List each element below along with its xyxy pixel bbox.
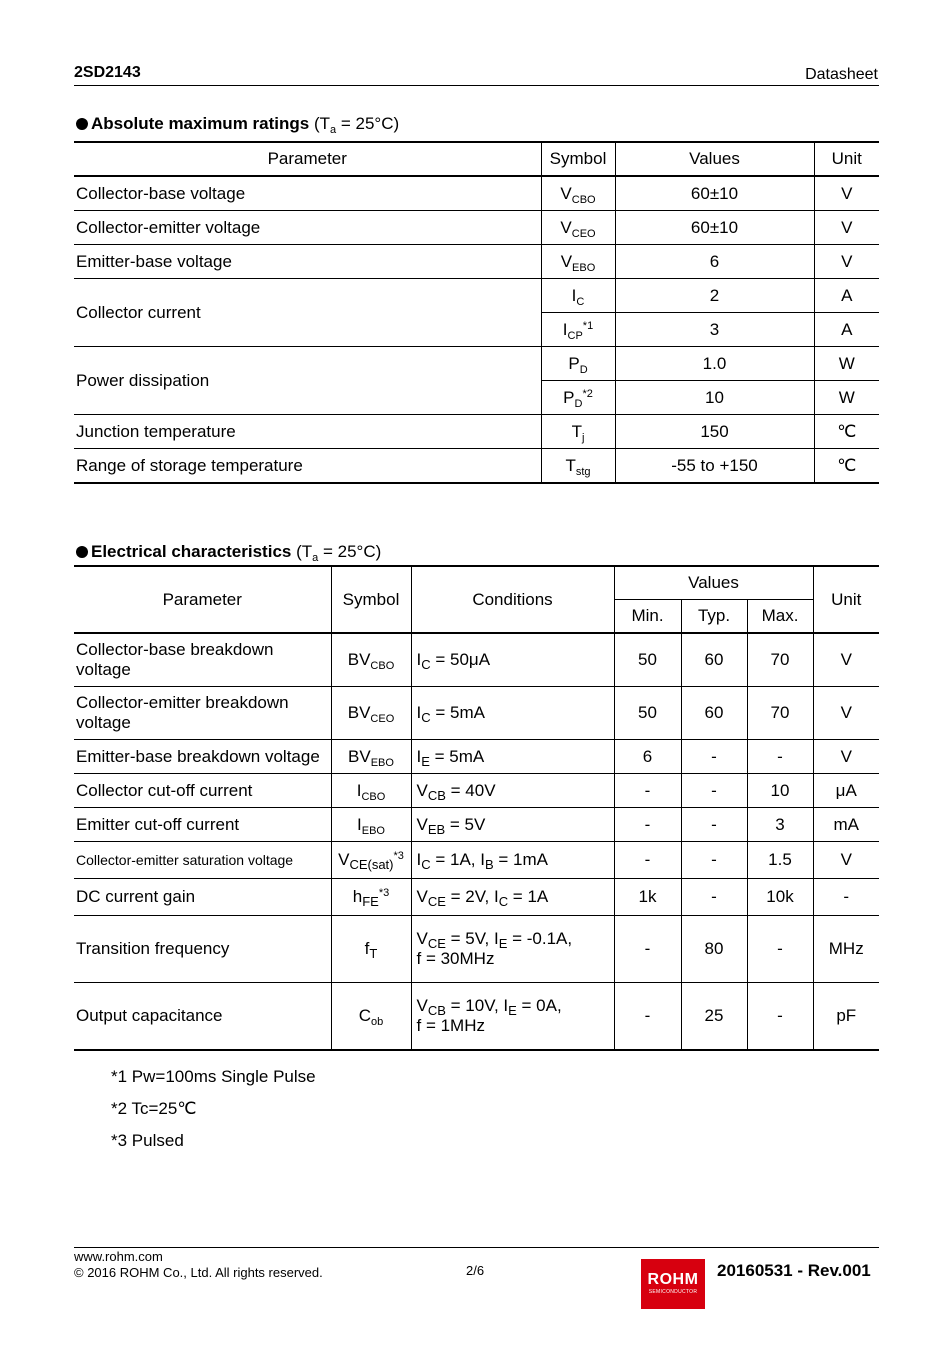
table-row: Collector cut-off current $I_{CBO}$ $V_{CB} = 40V$ - - 10 μA bbox=[74, 774, 879, 808]
table-row: Collector-base voltage $V_{CBO}$ 60±10 V bbox=[74, 176, 879, 211]
document-type: Datasheet bbox=[805, 66, 878, 83]
header-divider bbox=[74, 85, 879, 86]
table-row: Collector current $I_C$ 2 A bbox=[74, 279, 879, 313]
table-row: $I_{CP}^{*1}$ 3 A bbox=[74, 313, 879, 347]
table-row: Emitter cut-off current $I_{EBO}$ $V_{EB} = 5V$ - - 3 mA bbox=[74, 808, 879, 842]
table-row: Collector-emitter saturation voltage $V_{CE(sat)}^{*3}$ $I_C = 1A$, $I_B = 1mA$ - - 1.5 V bbox=[74, 842, 879, 879]
absolute-maximum-ratings-table bbox=[74, 141, 879, 484]
footnote-3: *3 Pulsed bbox=[111, 1131, 184, 1150]
table-row: Transition frequency $f_T$ $V_{CE} = 5V$, $I_E = -0.1A$, f = 30MHz - 80 - MHz bbox=[74, 916, 879, 983]
electrical-characteristics-table bbox=[74, 565, 879, 1051]
bullet-icon bbox=[76, 118, 88, 130]
table-row: $P_D^{*2}$ 10 W bbox=[74, 381, 879, 415]
table-header-row: Parameter Symbol Values Unit bbox=[74, 142, 879, 176]
table-subheader-row: Min. Typ. Max. bbox=[74, 600, 879, 634]
table-row: Range of storage temperature $T_{stg}$ -55 to +150 ℃ bbox=[74, 449, 879, 484]
footnote-1: *1 Pw=100ms Single Pulse bbox=[111, 1067, 316, 1086]
bullet-icon bbox=[76, 546, 88, 558]
amr-section-title: Absolute maximum ratings $(T_a = 25^\circ C)$ bbox=[76, 114, 399, 134]
table-header-row: Parameter Symbol Conditions Values Unit bbox=[74, 566, 879, 600]
part-number: 2SD2143 bbox=[74, 64, 141, 81]
table-row: Collector-emitter breakdown voltage $BV_{CEO}$ $I_C = 5mA$ 50 60 70 V bbox=[74, 687, 879, 740]
table-row: Junction temperature $T_j$ 150 ℃ bbox=[74, 415, 879, 449]
footnote-2: *2 Tc=25℃ bbox=[111, 1099, 197, 1118]
table-row: Power dissipation $P_D$ 1.0 W bbox=[74, 347, 879, 381]
revision: 20160531 - Rev.001 bbox=[717, 1261, 871, 1280]
table-row: Collector-emitter voltage $V_{CEO}$ 60±10 V bbox=[74, 211, 879, 245]
rohm-logo: ROHM SEMICONDUCTOR bbox=[641, 1259, 705, 1309]
table-row: DC current gain $h_{FE}^{*3}$ $V_{CE} = 2V$, $I_C = 1A$ 1k - 10k - bbox=[74, 879, 879, 916]
page-number: 2/6 bbox=[466, 1263, 485, 1278]
footer-copyright: © 2016 ROHM Co., Ltd. All rights reserved. bbox=[74, 1265, 323, 1280]
table-row: Emitter-base breakdown voltage $BV_{EBO}$ $I_E = 5mA$ 6 - - V bbox=[74, 740, 879, 774]
footer-url: www.rohm.com bbox=[74, 1249, 163, 1264]
footer-divider bbox=[74, 1247, 879, 1248]
ec-section-title: Electrical characteristics $(T_a = 25^\circ C)$ bbox=[76, 542, 381, 562]
table-row: Collector-base breakdown voltage $BV_{CBO}$ $I_C = 50\mu A$ 50 60 70 V bbox=[74, 633, 879, 687]
table-row: Emitter-base voltage $V_{EBO}$ 6 V bbox=[74, 245, 879, 279]
table-row: Output capacitance $C_{ob}$ $V_{CB} = 10V$, $I_E = 0A$, f = 1MHz - 25 - pF bbox=[74, 983, 879, 1051]
